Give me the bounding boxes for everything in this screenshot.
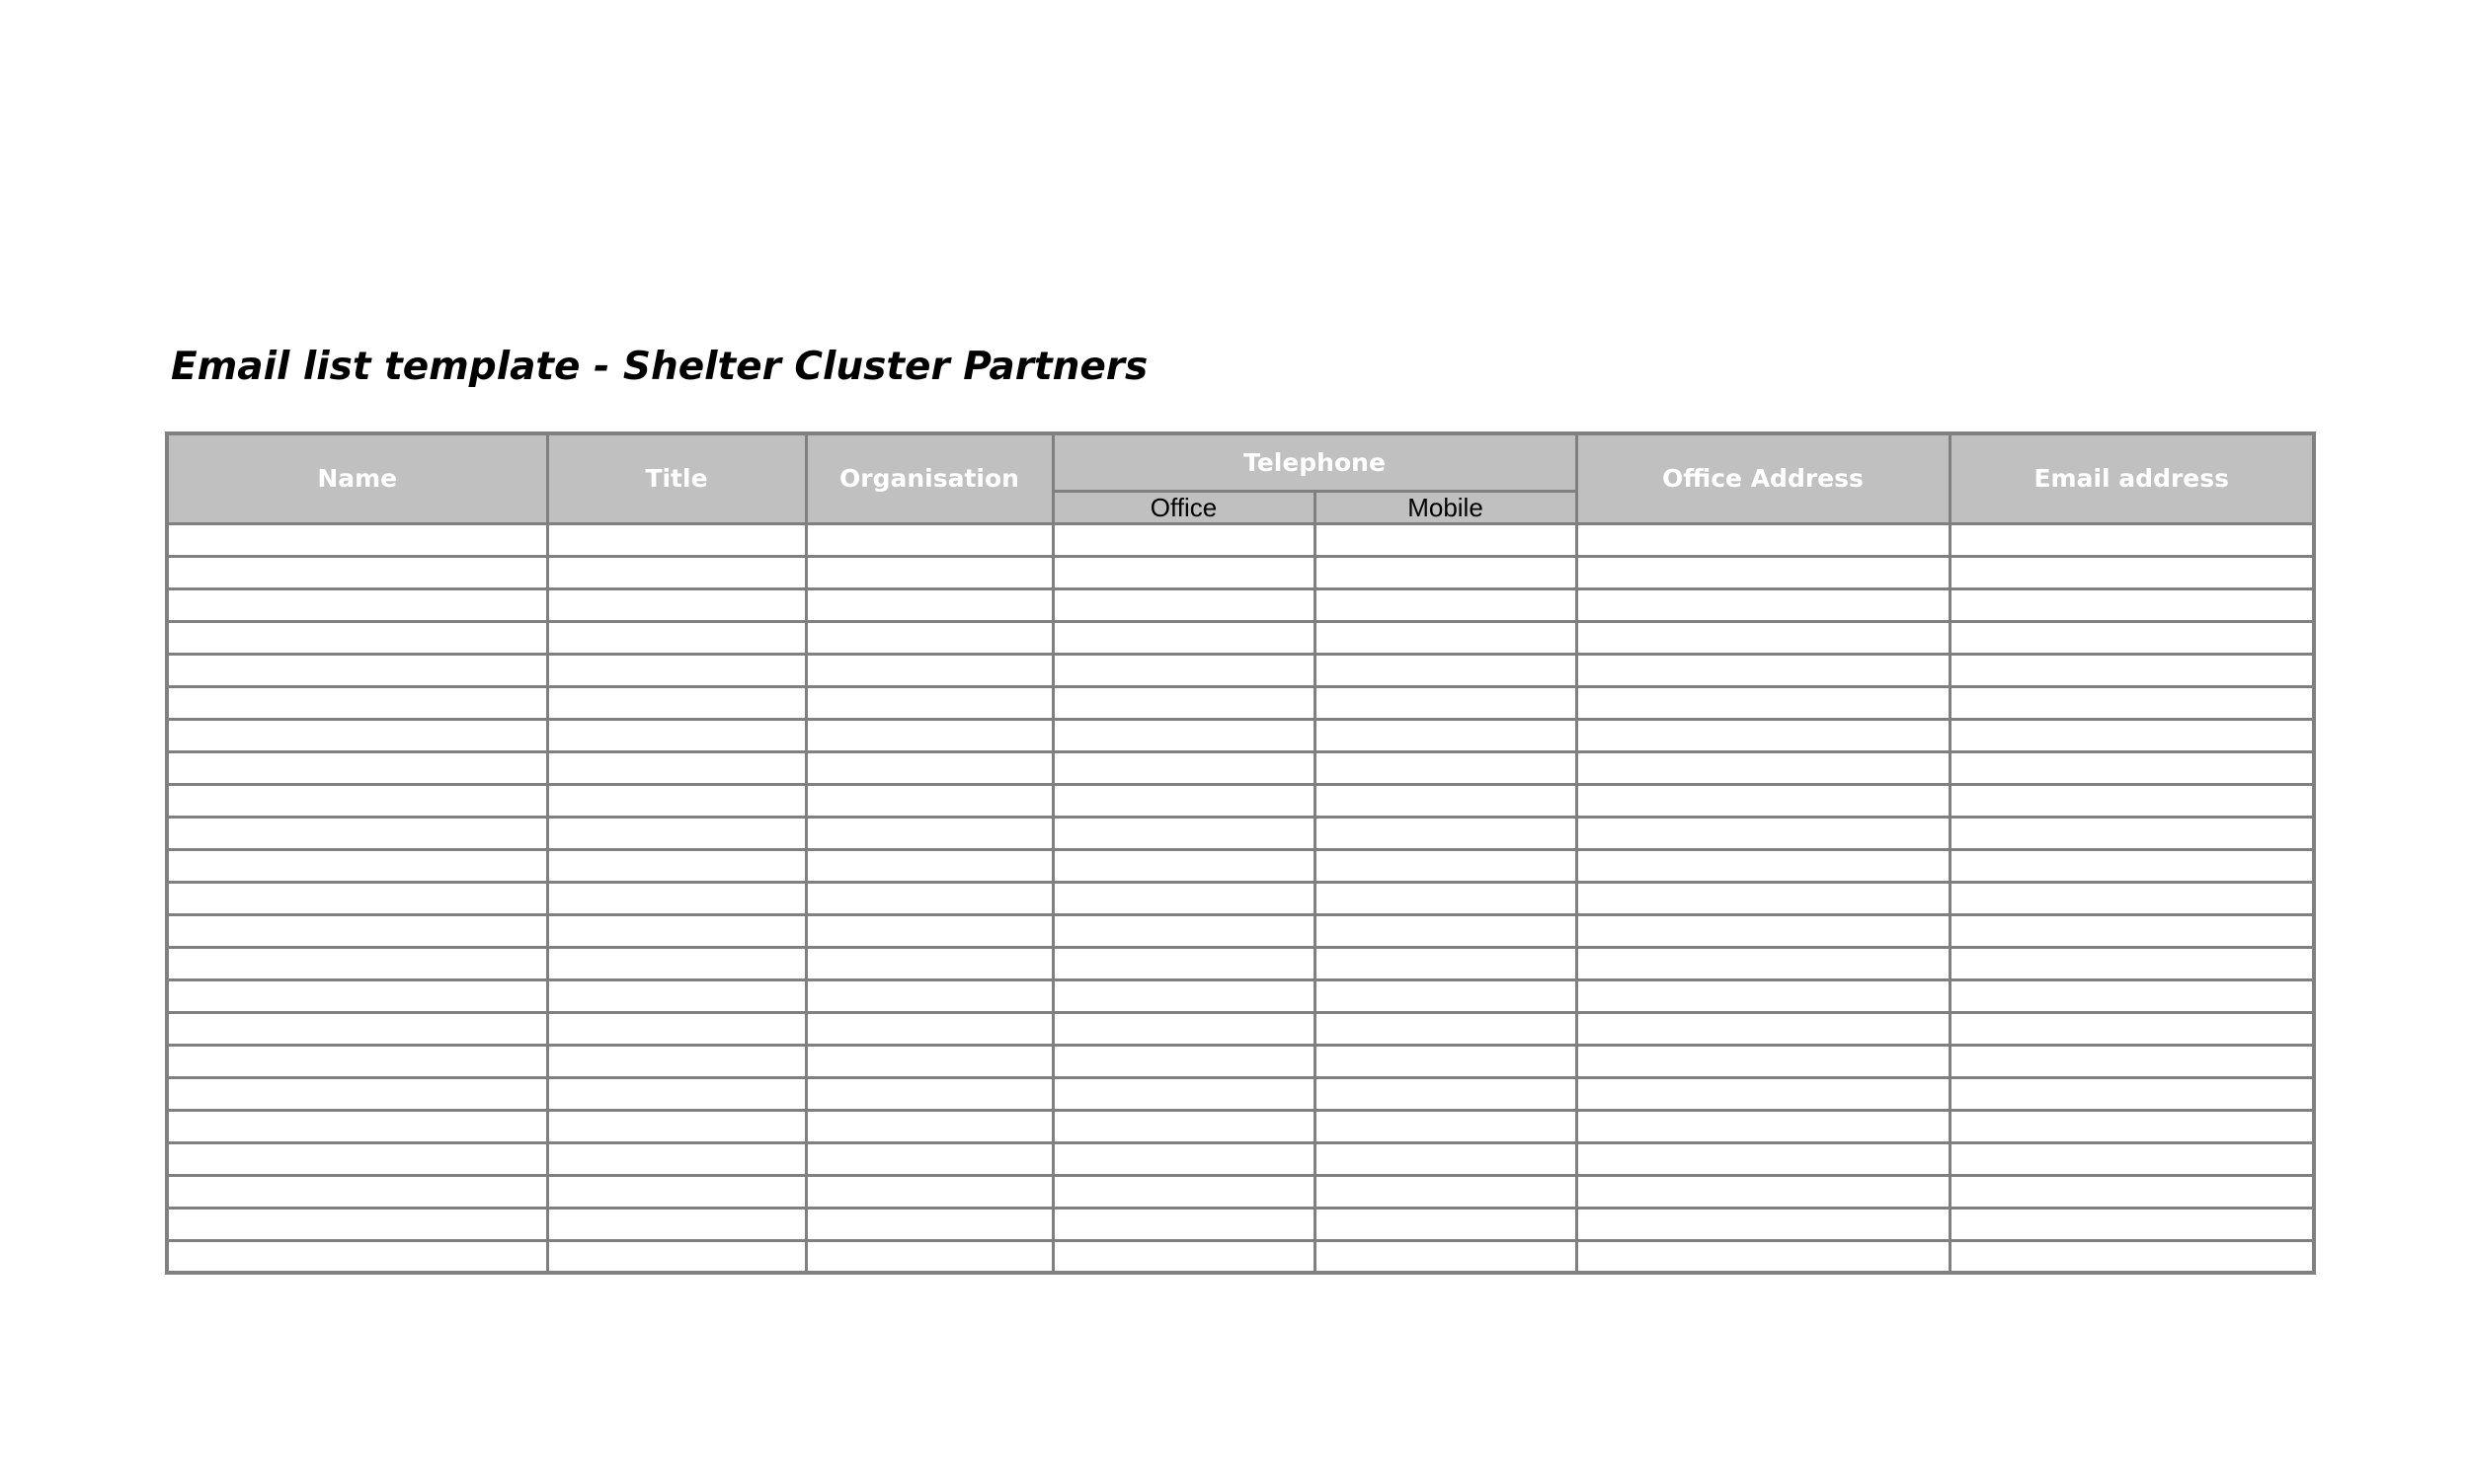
cell-organisation[interactable] <box>806 1012 1053 1045</box>
cell-title[interactable] <box>547 1175 806 1208</box>
email-list-table <box>165 431 2316 1275</box>
cell-email-address[interactable] <box>1950 751 2314 784</box>
cell-name[interactable] <box>167 1208 547 1240</box>
cell-telephone-mobile[interactable] <box>1314 947 1576 979</box>
cell-email-address[interactable] <box>1950 1012 2314 1045</box>
cell-office-address[interactable] <box>1576 979 1950 1012</box>
cell-telephone-office[interactable] <box>1053 1110 1314 1142</box>
cell-organisation[interactable] <box>806 621 1053 654</box>
cell-telephone-office[interactable] <box>1053 654 1314 686</box>
cell-telephone-office[interactable] <box>1053 556 1314 588</box>
cell-telephone-mobile[interactable] <box>1314 621 1576 654</box>
cell-telephone-mobile[interactable] <box>1314 1045 1576 1077</box>
cell-email-address[interactable] <box>1950 914 2314 947</box>
cell-title[interactable] <box>547 523 806 556</box>
cell-title[interactable] <box>547 654 806 686</box>
cell-telephone-office[interactable] <box>1053 784 1314 817</box>
cell-email-address[interactable] <box>1950 556 2314 588</box>
cell-office-address[interactable] <box>1576 686 1950 719</box>
table-body <box>167 523 2314 1273</box>
cell-title[interactable] <box>547 686 806 719</box>
cell-telephone-office[interactable] <box>1053 914 1314 947</box>
cell-email-address[interactable] <box>1950 882 2314 914</box>
cell-telephone-office[interactable] <box>1053 882 1314 914</box>
cell-office-address[interactable] <box>1576 784 1950 817</box>
cell-title[interactable] <box>547 979 806 1012</box>
cell-telephone-mobile[interactable] <box>1314 1012 1576 1045</box>
cell-telephone-mobile[interactable] <box>1314 849 1576 882</box>
cell-organisation[interactable] <box>806 588 1053 621</box>
cell-telephone-mobile[interactable] <box>1314 751 1576 784</box>
table-row <box>167 686 2314 719</box>
column-header-telephone-mobile: Mobile <box>1314 491 1576 523</box>
table-row <box>167 588 2314 621</box>
cell-email-address[interactable] <box>1950 817 2314 849</box>
cell-email-address[interactable] <box>1950 947 2314 979</box>
cell-telephone-mobile[interactable] <box>1314 1110 1576 1142</box>
cell-telephone-mobile[interactable] <box>1314 523 1576 556</box>
cell-email-address[interactable] <box>1950 1175 2314 1208</box>
cell-organisation[interactable] <box>806 1077 1053 1110</box>
cell-name[interactable] <box>167 882 547 914</box>
cell-email-address[interactable] <box>1950 1077 2314 1110</box>
cell-title[interactable] <box>547 1208 806 1240</box>
cell-title[interactable] <box>547 784 806 817</box>
cell-telephone-office[interactable] <box>1053 1175 1314 1208</box>
cell-organisation[interactable] <box>806 1208 1053 1240</box>
cell-email-address[interactable] <box>1950 588 2314 621</box>
column-header-office-address: Office Address <box>1576 433 1950 523</box>
column-header-organisation: Organisation <box>806 433 1053 523</box>
table-row <box>167 1012 2314 1045</box>
table-row <box>167 817 2314 849</box>
table-row <box>167 523 2314 556</box>
table-row <box>167 1175 2314 1208</box>
cell-name[interactable] <box>167 1240 547 1273</box>
table-row <box>167 979 2314 1012</box>
table-row <box>167 1045 2314 1077</box>
column-header-email-address: Email address <box>1950 433 2314 523</box>
table-row <box>167 784 2314 817</box>
cell-name[interactable] <box>167 1110 547 1142</box>
cell-name[interactable] <box>167 1142 547 1175</box>
cell-organisation[interactable] <box>806 719 1053 751</box>
cell-telephone-office[interactable] <box>1053 1012 1314 1045</box>
cell-telephone-mobile[interactable] <box>1314 1142 1576 1175</box>
cell-name[interactable] <box>167 849 547 882</box>
table-row <box>167 882 2314 914</box>
cell-title[interactable] <box>547 849 806 882</box>
table-row <box>167 1142 2314 1175</box>
cell-telephone-office[interactable] <box>1053 1077 1314 1110</box>
cell-organisation[interactable] <box>806 523 1053 556</box>
cell-telephone-mobile[interactable] <box>1314 914 1576 947</box>
cell-title[interactable] <box>547 1110 806 1142</box>
cell-email-address[interactable] <box>1950 719 2314 751</box>
cell-telephone-office[interactable] <box>1053 621 1314 654</box>
cell-email-address[interactable] <box>1950 784 2314 817</box>
cell-email-address[interactable] <box>1950 654 2314 686</box>
header-row <box>167 433 2314 491</box>
table-row <box>167 849 2314 882</box>
table-row <box>167 1208 2314 1240</box>
cell-office-address[interactable] <box>1576 1175 1950 1208</box>
table-row <box>167 751 2314 784</box>
column-header-name: Name <box>167 433 547 523</box>
cell-title[interactable] <box>547 588 806 621</box>
cell-telephone-office[interactable] <box>1053 1208 1314 1240</box>
table-row <box>167 1110 2314 1142</box>
cell-name[interactable] <box>167 947 547 979</box>
cell-name[interactable] <box>167 654 547 686</box>
cell-email-address[interactable] <box>1950 1045 2314 1077</box>
cell-title[interactable] <box>547 817 806 849</box>
cell-organisation[interactable] <box>806 1142 1053 1175</box>
cell-organisation[interactable] <box>806 654 1053 686</box>
cell-title[interactable] <box>547 947 806 979</box>
cell-telephone-mobile[interactable] <box>1314 719 1576 751</box>
cell-office-address[interactable] <box>1576 1110 1950 1142</box>
cell-title[interactable] <box>547 556 806 588</box>
cell-name[interactable] <box>167 1045 547 1077</box>
cell-telephone-mobile[interactable] <box>1314 1208 1576 1240</box>
cell-email-address[interactable] <box>1950 1142 2314 1175</box>
cell-name[interactable] <box>167 914 547 947</box>
cell-email-address[interactable] <box>1950 523 2314 556</box>
cell-name[interactable] <box>167 817 547 849</box>
cell-office-address[interactable] <box>1576 914 1950 947</box>
cell-telephone-mobile[interactable] <box>1314 882 1576 914</box>
cell-organisation[interactable] <box>806 784 1053 817</box>
cell-telephone-office[interactable] <box>1053 523 1314 556</box>
cell-name[interactable] <box>167 523 547 556</box>
cell-title[interactable] <box>547 621 806 654</box>
cell-title[interactable] <box>547 914 806 947</box>
cell-office-address[interactable] <box>1576 556 1950 588</box>
table-row <box>167 719 2314 751</box>
cell-name[interactable] <box>167 979 547 1012</box>
cell-telephone-mobile[interactable] <box>1314 1077 1576 1110</box>
cell-organisation[interactable] <box>806 1045 1053 1077</box>
document-title: Email list template - Shelter Cluster Partners <box>171 345 1149 389</box>
cell-telephone-mobile[interactable] <box>1314 654 1576 686</box>
cell-telephone-mobile[interactable] <box>1314 817 1576 849</box>
cell-organisation[interactable] <box>806 1240 1053 1273</box>
table-row <box>167 654 2314 686</box>
cell-name[interactable] <box>167 1175 547 1208</box>
cell-office-address[interactable] <box>1576 523 1950 556</box>
cell-telephone-mobile[interactable] <box>1314 588 1576 621</box>
cell-title[interactable] <box>547 1012 806 1045</box>
cell-telephone-office[interactable] <box>1053 719 1314 751</box>
cell-email-address[interactable] <box>1950 621 2314 654</box>
cell-telephone-office[interactable] <box>1053 1142 1314 1175</box>
cell-telephone-mobile[interactable] <box>1314 979 1576 1012</box>
cell-organisation[interactable] <box>806 556 1053 588</box>
cell-office-address[interactable] <box>1576 654 1950 686</box>
cell-organisation[interactable] <box>806 686 1053 719</box>
cell-office-address[interactable] <box>1576 947 1950 979</box>
table-row <box>167 914 2314 947</box>
cell-telephone-office[interactable] <box>1053 1045 1314 1077</box>
cell-name[interactable] <box>167 719 547 751</box>
table-row <box>167 1240 2314 1273</box>
cell-office-address[interactable] <box>1576 621 1950 654</box>
cell-office-address[interactable] <box>1576 588 1950 621</box>
cell-telephone-office[interactable] <box>1053 817 1314 849</box>
cell-telephone-mobile[interactable] <box>1314 784 1576 817</box>
cell-telephone-office[interactable] <box>1053 588 1314 621</box>
cell-organisation[interactable] <box>806 1110 1053 1142</box>
cell-organisation[interactable] <box>806 882 1053 914</box>
cell-organisation[interactable] <box>806 817 1053 849</box>
cell-title[interactable] <box>547 751 806 784</box>
cell-title[interactable] <box>547 1240 806 1273</box>
cell-name[interactable] <box>167 621 547 654</box>
cell-office-address[interactable] <box>1576 1077 1950 1110</box>
cell-office-address[interactable] <box>1576 1240 1950 1273</box>
cell-office-address[interactable] <box>1576 719 1950 751</box>
cell-email-address[interactable] <box>1950 1240 2314 1273</box>
cell-title[interactable] <box>547 882 806 914</box>
cell-email-address[interactable] <box>1950 686 2314 719</box>
cell-name[interactable] <box>167 556 547 588</box>
cell-telephone-mobile[interactable] <box>1314 1175 1576 1208</box>
table-row <box>167 621 2314 654</box>
cell-telephone-office[interactable] <box>1053 1240 1314 1273</box>
cell-office-address[interactable] <box>1576 1045 1950 1077</box>
cell-telephone-office[interactable] <box>1053 849 1314 882</box>
cell-telephone-mobile[interactable] <box>1314 1240 1576 1273</box>
cell-organisation[interactable] <box>806 979 1053 1012</box>
cell-office-address[interactable] <box>1576 751 1950 784</box>
cell-name[interactable] <box>167 1077 547 1110</box>
cell-title[interactable] <box>547 1077 806 1110</box>
cell-telephone-office[interactable] <box>1053 947 1314 979</box>
cell-title[interactable] <box>547 1045 806 1077</box>
cell-organisation[interactable] <box>806 751 1053 784</box>
cell-email-address[interactable] <box>1950 979 2314 1012</box>
column-header-telephone: Telephone <box>1053 433 1576 491</box>
cell-telephone-office[interactable] <box>1053 686 1314 719</box>
cell-office-address[interactable] <box>1576 1012 1950 1045</box>
cell-title[interactable] <box>547 719 806 751</box>
cell-name[interactable] <box>167 751 547 784</box>
cell-organisation[interactable] <box>806 849 1053 882</box>
cell-name[interactable] <box>167 588 547 621</box>
cell-telephone-mobile[interactable] <box>1314 556 1576 588</box>
cell-office-address[interactable] <box>1576 817 1950 849</box>
cell-organisation[interactable] <box>806 914 1053 947</box>
cell-office-address[interactable] <box>1576 1142 1950 1175</box>
cell-organisation[interactable] <box>806 947 1053 979</box>
column-header-title: Title <box>547 433 806 523</box>
cell-office-address[interactable] <box>1576 882 1950 914</box>
cell-office-address[interactable] <box>1576 1208 1950 1240</box>
cell-organisation[interactable] <box>806 1175 1053 1208</box>
cell-title[interactable] <box>547 1142 806 1175</box>
cell-name[interactable] <box>167 784 547 817</box>
table-row <box>167 947 2314 979</box>
cell-office-address[interactable] <box>1576 849 1950 882</box>
table-row <box>167 556 2314 588</box>
cell-telephone-mobile[interactable] <box>1314 686 1576 719</box>
table-row <box>167 1077 2314 1110</box>
column-header-telephone-office: Office <box>1053 491 1314 523</box>
cell-email-address[interactable] <box>1950 1110 2314 1142</box>
cell-email-address[interactable] <box>1950 1208 2314 1240</box>
cell-telephone-office[interactable] <box>1053 979 1314 1012</box>
cell-email-address[interactable] <box>1950 849 2314 882</box>
cell-telephone-office[interactable] <box>1053 751 1314 784</box>
cell-name[interactable] <box>167 1012 547 1045</box>
cell-name[interactable] <box>167 686 547 719</box>
